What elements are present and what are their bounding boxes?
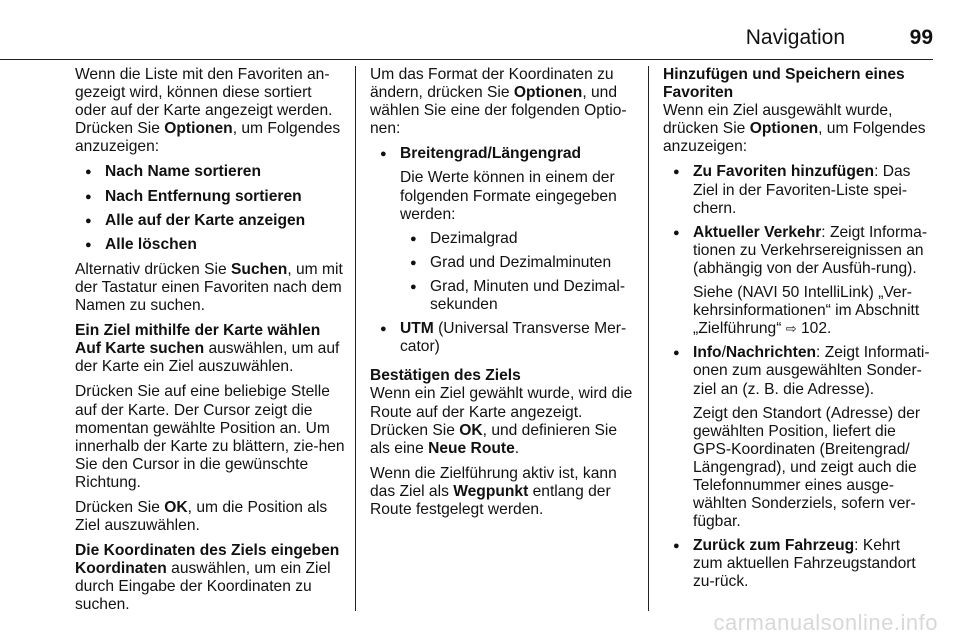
column-divider-2 bbox=[648, 66, 649, 611]
section-title: Navigation bbox=[745, 26, 845, 49]
paragraph: Drücken Sie auf eine beliebige Stelle auf der Karte. Der Cursor zeigt die momentan gewählte Position an. Um innerhalb der Karte zu blättern, zie-hen Sie den Cursor in die gewünschte Richtung. bbox=[75, 383, 345, 491]
list-item: ● Alle auf der Karte anzeigen bbox=[75, 212, 347, 230]
list-item: ● Alle löschen bbox=[75, 236, 347, 254]
list-item: ● Grad und Dezimalminuten bbox=[400, 254, 638, 272]
list-item: ● Nach Entfernung sortieren bbox=[75, 188, 347, 206]
column-divider-1 bbox=[355, 66, 356, 611]
sort-options-list bbox=[75, 163, 347, 253]
paragraph: Wenn die Zielführung aktiv ist, kann das Ziel als Wegpunkt entlang der Route festgelegt werden. bbox=[370, 464, 617, 518]
paragraph: Um das Format der Koordinaten zu ändern, drücken Sie Optionen, und wählen Sie eine der folgenden Optio-nen: bbox=[370, 66, 627, 138]
list-item: ● Zurück zum Fahrzeug: Kehrt zum aktuellen Fahrzeugstandort zu-rück. bbox=[663, 537, 933, 591]
section-heading: Hinzufügen und Speichern eines Favoriten bbox=[663, 66, 905, 102]
list-item: ● UTM (Universal Transverse Mer-cator) bbox=[370, 320, 638, 356]
paragraph: Drücken Sie OK, und definieren Sie als eine Neue Route. bbox=[370, 421, 618, 457]
section-heading: Bestätigen des Ziels bbox=[370, 367, 521, 385]
paragraph: Die Koordinaten des Ziels eingeben Koordinaten auswählen, um ein Ziel durch Eingabe der Koordinaten zu suchen. bbox=[75, 542, 340, 614]
format-options-list bbox=[370, 145, 638, 356]
list-item: ● Grad, Minuten und Dezimal-sekunden bbox=[400, 278, 638, 314]
favorite-options-list bbox=[663, 163, 933, 591]
list-item: ● Aktueller Verkehr: Zeigt Informa-tionen zu Verkehrsereignissen an (abhängig von der Ausfüh-rung). Siehe (NAVI 50 IntelliLink) „Ver-kehrsinformationen“ im Abschnitt „Zielführung“ ⇨ 102. bbox=[663, 224, 933, 339]
column-3 bbox=[663, 66, 933, 599]
column-1 bbox=[75, 66, 347, 622]
paragraph: Wenn die Liste mit den Favoriten an-gezeigt wird, können diese sortiert oder auf der Karte angezeigt werden. Drücken Sie Optionen, um Folgendes anzuzeigen: bbox=[75, 66, 341, 156]
paragraph: Wenn ein Ziel ausgewählt wurde, drücken Sie Optionen, um Folgendes anzuzeigen: bbox=[663, 102, 926, 156]
paragraph: Alternativ drücken Sie Suchen, um mit der Tastatur einen Favoriten nach dem Namen zu suchen. bbox=[75, 260, 343, 315]
page-header bbox=[0, 20, 933, 60]
paragraph: Wenn ein Ziel gewählt wurde, wird die Route auf der Karte angezeigt. bbox=[370, 385, 633, 421]
list-item: ● Breitengrad/Längengrad Die Werte können in einem der folgenden Formate eingegeben werden: ● Dezimalgrad ● Grad und Dezimalminuten ● Grad, Minuten und Dezimal-sekunden bbox=[370, 145, 638, 314]
page-reference-arrow-icon: ⇨ bbox=[785, 321, 797, 337]
list-item: ● Nach Name sortieren bbox=[75, 163, 347, 181]
list-item: ● Zu Favoriten hinzufügen: Das Ziel in der Favoriten-Liste spei-chern. bbox=[663, 163, 933, 217]
list-item: ● Info/Nachrichten: Zeigt Informati-onen zum ausgewählten Sonder-ziel an (z. B. die Adresse). Zeigt den Standort (Adresse) der gewählten Position, liefert die GPS-Koordinaten (Breitengrad/ Längengrad), und zeigt auch die Telefonnummer eines ausge-wählten Sonderziels, sofern ver-fügbar. bbox=[663, 344, 933, 531]
header-rule bbox=[0, 59, 933, 60]
sub-list bbox=[400, 230, 638, 314]
column-2 bbox=[370, 66, 638, 526]
paragraph: Drücken Sie OK, um die Position als Ziel auszuwählen. bbox=[75, 498, 328, 535]
page-number: 99 bbox=[909, 26, 933, 49]
paragraph: Ein Ziel mithilfe der Karte wählen Auf Karte suchen auswählen, um auf der Karte ein Ziel auszuwählen. bbox=[75, 322, 340, 376]
watermark: carmanualsonline.info bbox=[713, 610, 938, 635]
list-item: ● Dezimalgrad bbox=[400, 230, 638, 248]
